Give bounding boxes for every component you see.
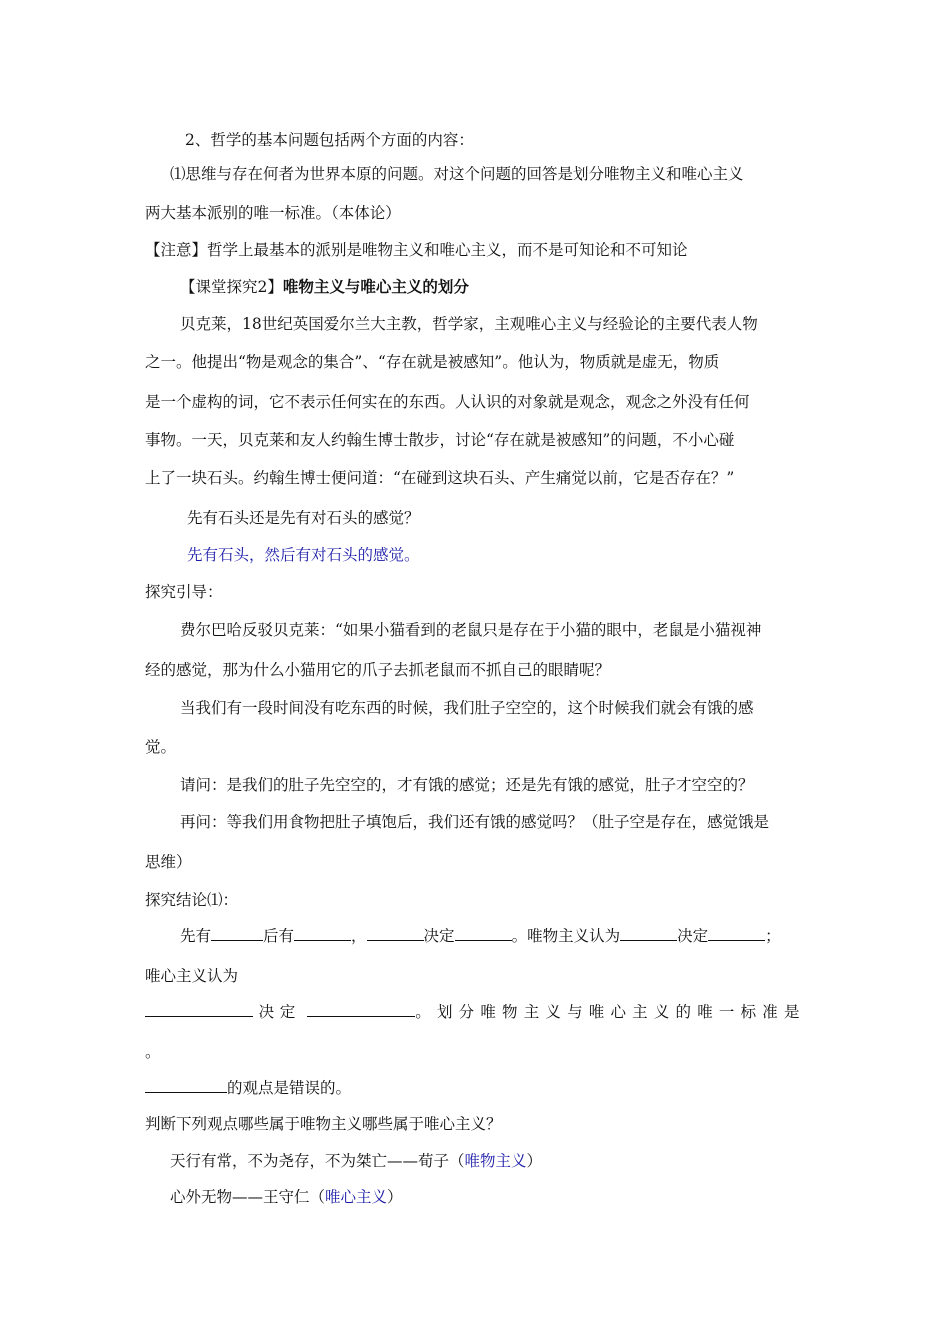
quote-text: 心外无物——王守仁（ — [170, 1188, 326, 1206]
quote-text: 天行有常，不为尧存，不为桀亡——荀子（ — [170, 1152, 465, 1170]
answer-text: 唯物主义 — [464, 1152, 527, 1170]
section-label: 【课堂探究2】 — [180, 278, 283, 296]
quote-text: ） — [387, 1188, 403, 1206]
fill-text: 决定 — [677, 927, 709, 945]
fill-text: 。唯物主义认为 — [511, 927, 621, 945]
blank-field[interactable] — [708, 926, 765, 941]
berkeley-paragraph-line: 之一。他提出“物是观念的集合”、“存在就是被感知”。他认为，物质就是虚无，物质 — [145, 353, 720, 371]
quote-text: ） — [526, 1152, 543, 1170]
fill-text: 决定 — [423, 927, 455, 945]
judge-item-xunzi — [170, 1151, 542, 1171]
blank-field[interactable] — [455, 926, 512, 941]
blank-field[interactable] — [211, 926, 263, 941]
berkeley-paragraph-line: 上了一块石头。约翰生博士便问道：“在碰到这块石头、产生痛觉以前，它是否存在？” — [145, 469, 735, 487]
berkeley-paragraph-line: 事物。一天，贝克莱和友人约翰生博士散步，讨论“存在就是被感知”的问题，不小心碰 — [145, 431, 735, 449]
question-ask-again: 再问：等我们用食物把肚子填饱后，我们还有饿的感觉吗？（肚子空是存在，感觉饿是 — [180, 813, 770, 831]
section-heading — [180, 277, 469, 297]
question-ask: 请问：是我们的肚子先空空的，才有饿的感觉；还是先有饿的感觉，肚子才空空的？ — [180, 776, 754, 794]
blank-field[interactable] — [294, 926, 351, 941]
fill-text: 。划分唯物主义与唯心主义的唯一标准是 — [414, 1003, 805, 1021]
conclusion-heading: 探究结论⑴： — [145, 891, 239, 909]
hunger-paragraph-line: 当我们有一段时间没有吃东西的时候，我们肚子空空的，这个时候我们就会有饿的感 — [180, 699, 754, 717]
blank-field[interactable] — [620, 926, 677, 941]
guide-heading: 探究引导： — [145, 583, 223, 601]
fill-in-line-2: 唯心主义认为 — [145, 967, 239, 985]
answer-text: 唯心主义 — [325, 1188, 388, 1206]
paragraph-basic-question: 2、哲学的基本问题包括两个方面的内容： — [185, 131, 474, 149]
blank-field[interactable] — [145, 1002, 253, 1017]
section-title: 唯物主义与唯心主义的划分 — [282, 277, 469, 296]
fill-text: 后有 — [263, 927, 295, 945]
feuerbach-paragraph-line: 经的感觉，那为什么小猫用它的爪子去抓老鼠而不抓自己的眼睛呢？ — [145, 661, 611, 679]
fill-in-line-3 — [145, 1002, 805, 1022]
hunger-paragraph-line: 觉。 — [145, 738, 177, 756]
answer-stone: 先有石头，然后有对石头的感觉。 — [187, 546, 420, 564]
blank-field[interactable] — [307, 1002, 415, 1017]
question-ask-again-cont: 思维） — [145, 853, 192, 871]
fill-in-line-5 — [145, 1078, 351, 1098]
fill-text: ， — [351, 927, 367, 945]
feuerbach-paragraph-line: 费尔巴哈反驳贝克莱：“如果小猫看到的老鼠只是存在于小猫的眼中，老鼠是小猫视神 — [180, 621, 762, 639]
question-stone: 先有石头还是先有对石头的感觉？ — [187, 509, 420, 527]
paragraph-item-1-cont: 两大基本派别的唯一标准。（本体论） — [145, 204, 401, 222]
fill-in-line-4: 。 — [145, 1043, 161, 1061]
judge-item-wangshouren — [170, 1187, 403, 1207]
fill-text: 的观点是错误的。 — [227, 1079, 352, 1097]
paragraph-item-1: ⑴思维与存在何者为世界本原的问题。对这个问题的回答是划分唯物主义和唯心主义 — [170, 165, 744, 183]
judge-question: 判断下列观点哪些属于唯物主义哪些属于唯心主义？ — [145, 1115, 502, 1133]
fill-in-line-1 — [180, 926, 781, 946]
fill-text: ； — [765, 927, 781, 945]
fill-text: 先有 — [180, 927, 212, 945]
blank-field[interactable] — [145, 1078, 227, 1093]
berkeley-paragraph-line: 是一个虚构的词，它不表示任何实在的东西。人认识的对象就是观念，观念之外没有任何 — [145, 393, 750, 411]
blank-field[interactable] — [367, 926, 424, 941]
note-paragraph: 【注意】哲学上最基本的派别是唯物主义和唯心主义，而不是可知论和不可知论 — [145, 241, 688, 259]
fill-text: 决定 — [258, 1003, 301, 1021]
berkeley-paragraph-line: 贝克莱，18世纪英国爱尔兰大主教，哲学家，主观唯心主义与经验论的主要代表人物 — [180, 315, 758, 333]
